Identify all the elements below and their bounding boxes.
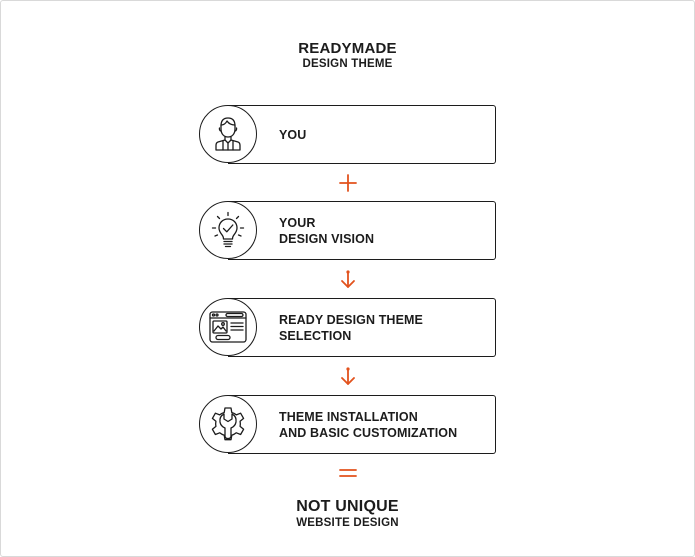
step-box-you	[228, 105, 496, 164]
result-line-2: WEBSITE DESIGN	[296, 517, 399, 529]
browser-window-icon	[208, 310, 248, 344]
step-text	[279, 396, 457, 453]
plus-icon	[336, 171, 360, 195]
step-box-theme-selection	[228, 298, 496, 357]
step-box-design-vision	[228, 201, 496, 260]
step-icon-circle	[199, 298, 257, 356]
title-line-1: READYMADE	[298, 40, 397, 57]
step-icon-circle	[199, 395, 257, 453]
person-icon	[213, 116, 243, 152]
step-icon-circle	[199, 201, 257, 259]
step-icon-circle	[199, 105, 257, 163]
result-heading	[0, 498, 695, 530]
step-text	[279, 299, 423, 356]
step-text	[279, 106, 306, 163]
title-line-2: DESIGN THEME	[302, 58, 393, 70]
step-label-line-2: SELECTION	[279, 328, 352, 343]
step-label-line-2: DESIGN VISION	[279, 231, 375, 246]
equals-icon	[336, 461, 360, 485]
gear-wrench-icon	[208, 404, 248, 444]
diagram-title	[0, 40, 695, 71]
step-label-line-2: AND BASIC CUSTOMIZATION	[279, 425, 458, 440]
arrow-down-icon	[336, 365, 360, 389]
step-label-line-1: READY DESIGN THEME	[279, 312, 423, 327]
arrow-down-icon	[336, 268, 360, 292]
lightbulb-check-icon	[210, 211, 246, 249]
result-line-1: NOT UNIQUE	[296, 498, 399, 515]
step-label-line-1: YOUR	[279, 215, 316, 230]
step-label-line-1: YOU	[279, 127, 307, 142]
step-box-installation	[228, 395, 496, 454]
step-text	[279, 202, 374, 259]
step-label-line-1: THEME INSTALLATION	[279, 409, 418, 424]
